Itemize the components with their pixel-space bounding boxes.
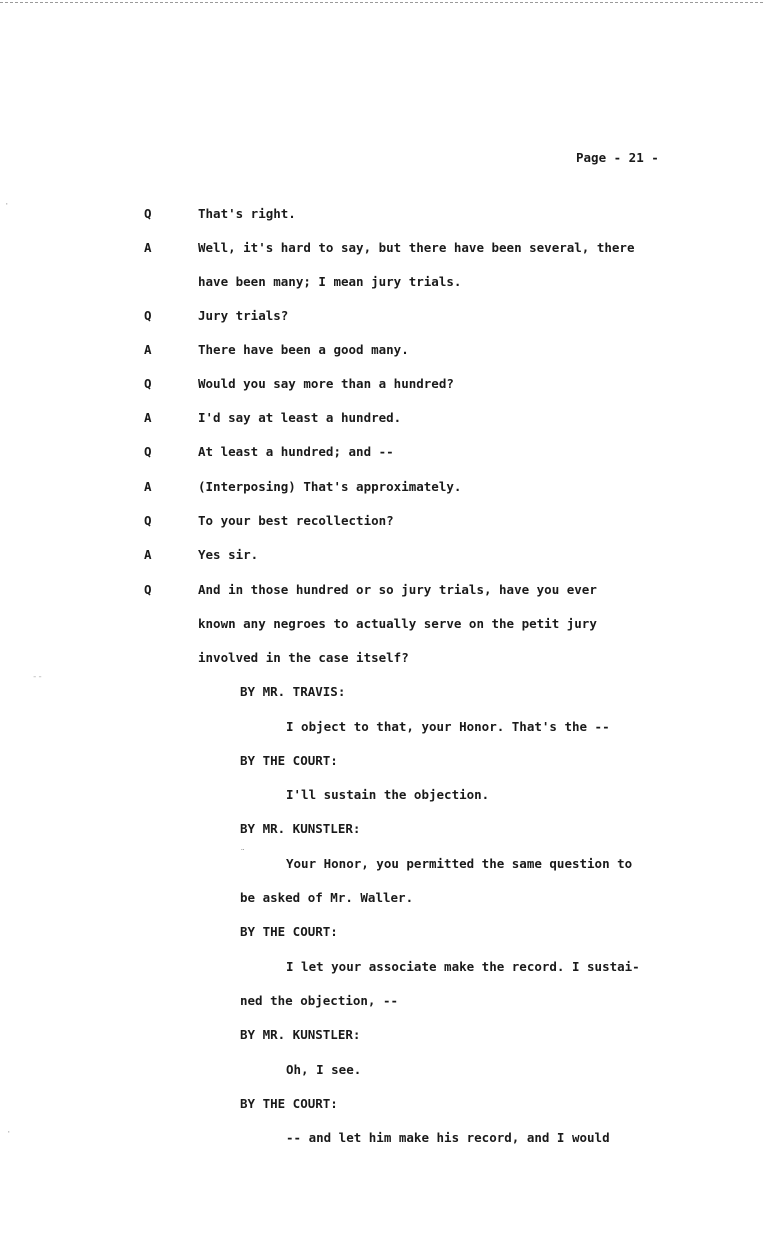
page-number: Page - 21 - [576, 150, 659, 165]
scan-artifact: · [6, 1128, 12, 1138]
q-marker: Q [144, 206, 152, 221]
a-marker: A [144, 479, 152, 494]
testimony-line: known any negroes to actually serve on the petit jury [198, 616, 597, 631]
speech-line: I let your associate make the record. I sustai- [286, 959, 640, 974]
q-marker: Q [144, 582, 152, 597]
speech-line: -- and let him make his record, and I would [286, 1130, 610, 1145]
q-marker: Q [144, 376, 152, 391]
testimony-line: Well, it's hard to say, but there have been several, there [198, 240, 635, 255]
q-marker: Q [144, 308, 152, 323]
scan-artifact: · [4, 200, 10, 210]
testimony-line: To your best recollection? [198, 513, 394, 528]
scan-artifact: ¨ [240, 849, 246, 859]
a-marker: A [144, 240, 152, 255]
speaker-label: BY THE COURT: [240, 924, 338, 939]
testimony-line: There have been a good many. [198, 342, 409, 357]
testimony-line: (Interposing) That's approximately. [198, 479, 462, 494]
speech-line: Your Honor, you permitted the same question to [286, 856, 633, 871]
testimony-line: involved in the case itself? [198, 650, 409, 665]
speech-continuation: be asked of Mr. Waller. [240, 890, 414, 905]
testimony-line: Yes sir. [198, 547, 259, 562]
scan-artifact: ‐‐ [32, 672, 43, 682]
speech-line: I'll sustain the objection. [286, 787, 490, 802]
speaker-label: BY MR. TRAVIS: [240, 684, 346, 699]
testimony-line: That's right. [198, 206, 296, 221]
scan-top-rule [0, 2, 763, 3]
speech-line: I object to that, your Honor. That's the -- [286, 719, 610, 734]
testimony-line: have been many; I mean jury trials. [198, 274, 462, 289]
speaker-label: BY THE COURT: [240, 1096, 338, 1111]
q-marker: Q [144, 444, 152, 459]
testimony-line: Jury trials? [198, 308, 289, 323]
testimony-line: And in those hundred or so jury trials, have you ever [198, 582, 597, 597]
speaker-label: BY MR. KUNSTLER: [240, 821, 361, 836]
a-marker: A [144, 547, 152, 562]
a-marker: A [144, 342, 152, 357]
speech-line: Oh, I see. [286, 1062, 362, 1077]
testimony-line: I'd say at least a hundred. [198, 410, 402, 425]
speech-continuation: ned the objection, -- [240, 993, 399, 1008]
testimony-line: At least a hundred; and -- [198, 444, 394, 459]
speaker-label: BY THE COURT: [240, 753, 338, 768]
testimony-line: Would you say more than a hundred? [198, 376, 454, 391]
speaker-label: BY MR. KUNSTLER: [240, 1027, 361, 1042]
q-marker: Q [144, 513, 152, 528]
a-marker: A [144, 410, 152, 425]
